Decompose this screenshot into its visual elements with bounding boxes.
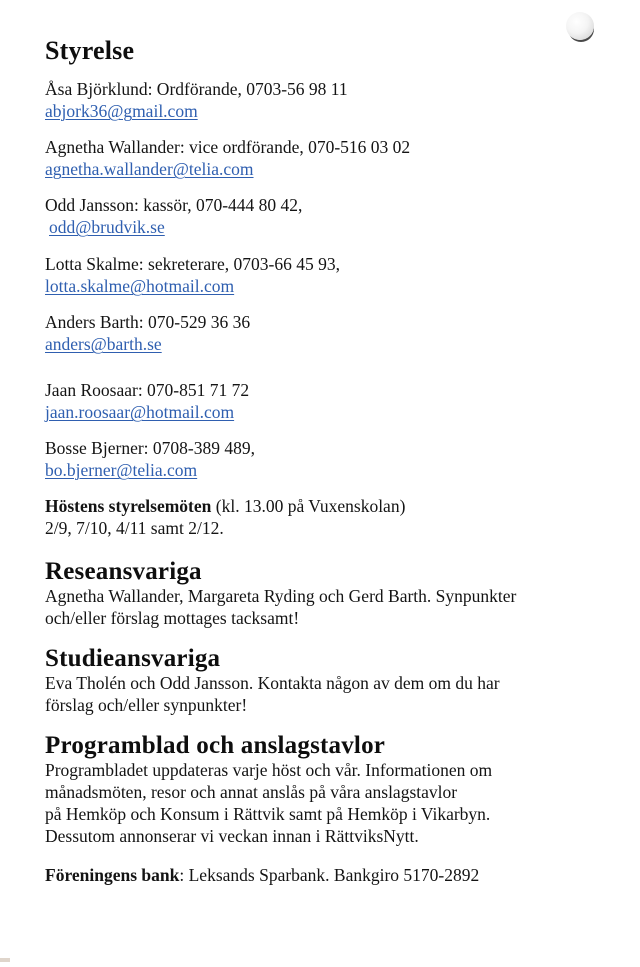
member-info: Odd Jansson: kassör, 070-444 80 42, [45,195,303,215]
travel-text [45,585,605,629]
program-section [45,732,605,847]
member-info: Anders Barth: 070-529 36 36 [45,312,251,332]
member-info: Åsa Björklund: Ordförande, 0703-56 98 11 [45,79,348,99]
member-email-link[interactable]: odd@brudvik.se [49,217,165,237]
board-member-bjorklund [45,78,605,122]
travel-title: Reseansvariga [45,558,202,585]
member-email-link[interactable]: jaan.roosaar@hotmail.com [45,402,235,422]
program-title: Programblad och anslagstavlor [45,732,386,759]
study-text [45,672,605,716]
bank-detail: : Leksands Sparbank. Bankgiro 5170-2892 [179,865,480,885]
meetings-dates: 2/9, 7/10, 4/11 samt 2/12. [45,518,224,538]
study-line: Eva Tholén och Odd Jansson. Kontakta någon av dem om du har [45,673,500,693]
program-line: på Hemköp och Konsum i Rättvik samt på Hemköp i Vikarbyn. [45,804,491,824]
document-content [45,36,605,886]
meetings-label: Höstens styrelsemöten [45,496,212,516]
meetings-detail: (kl. 13.00 på Vuxenskolan) [211,496,406,516]
board-member-barth [45,311,605,355]
program-line: Dessutom annonserar vi veckan innan i RättviksNytt. [45,826,419,846]
board-member-skalme [45,253,605,297]
board-member-bjerner [45,437,605,481]
study-title: Studieansvariga [45,645,221,672]
board-section [45,36,605,539]
travel-line: och/eller förslag mottages tacksamt! [45,608,300,628]
member-info: Bosse Bjerner: 0708-389 489, [45,438,255,458]
travel-line: Agnetha Wallander, Margareta Ryding och Gerd Barth. Synpunkter [45,586,517,606]
bank-label: Föreningens bank [45,865,180,885]
member-email-link[interactable]: abjork36@gmail.com [45,101,198,121]
board-member-roosaar [45,379,605,423]
program-text [45,759,605,847]
member-info: Lotta Skalme: sekreterare, 0703-66 45 93, [45,254,340,274]
member-info: Agnetha Wallander: vice ordförande, 070-516 03 02 [45,137,411,157]
member-info: Jaan Roosaar: 070-851 71 72 [45,380,250,400]
board-member-jansson [45,194,605,238]
study-section [45,645,605,716]
program-line: Programbladet uppdateras varje höst och vår. Informationen om [45,760,493,780]
bank-info [45,864,605,886]
board-meetings [45,495,605,539]
member-email-link[interactable]: agnetha.wallander@telia.com [45,159,254,179]
member-email-link[interactable]: anders@barth.se [45,334,162,354]
member-email-link[interactable]: lotta.skalme@hotmail.com [45,276,235,296]
travel-section [45,558,605,629]
board-title: Styrelse [45,36,135,65]
program-line: månadsmöten, resor och annat anslås på våra anslagstavlor [45,782,458,802]
board-member-wallander [45,136,605,180]
scan-corner-mark [0,958,10,962]
member-email-link[interactable]: bo.bjerner@telia.com [45,460,198,480]
study-line: förslag och/eller synpunkter! [45,695,248,715]
